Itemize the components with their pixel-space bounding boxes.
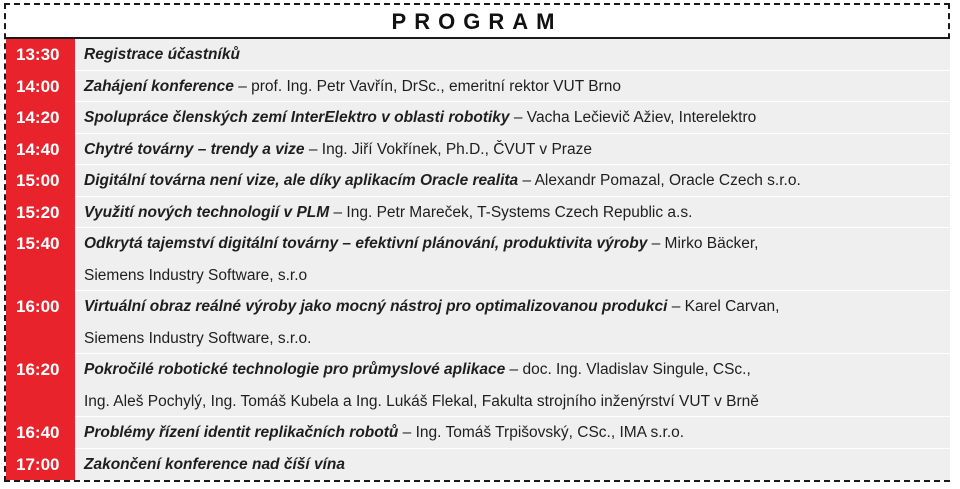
item-title: Digitální továrna není vize, ale díky aplikacím Oracle realita: [84, 172, 519, 189]
item-content: [75, 354, 950, 417]
item-content: [75, 228, 950, 291]
item-content: [75, 197, 950, 229]
program-row: [6, 165, 950, 197]
program-list: [6, 39, 950, 480]
time-cell: 15:00: [6, 165, 75, 197]
item-speaker: – Vacha Lečievič Ažiev, Interelektro: [509, 109, 757, 126]
item-content: [75, 165, 950, 197]
time-cell: 16:40: [6, 417, 75, 449]
item-title: Využití nových technologií v PLM: [84, 203, 330, 221]
time-cell: 13:30: [6, 39, 75, 71]
time-cell: 15:40: [6, 228, 75, 291]
item-content: [75, 102, 950, 134]
item-speaker: – Alexandr Pomazal, Oracle Czech s.r.o.: [518, 172, 801, 189]
item-title: Virtuální obraz reálné výroby jako mocný nástroj pro optimalizovanou produkci: [84, 298, 668, 315]
time-cell: 16:20: [6, 354, 75, 417]
program-row: [6, 449, 950, 481]
program-row: [6, 291, 950, 354]
time-cell: 14:40: [6, 134, 75, 166]
program-row: [6, 102, 950, 134]
item-title: Odkrytá tajemství digitální továrny – efektivní plánování, produktivita výroby: [84, 235, 648, 252]
item-title: Zahájení konference: [84, 77, 234, 95]
item-title: Spolupráce členských zemí InterElektro v oblasti robotiky: [84, 109, 510, 126]
item-speaker-cont: Ing. Aleš Pochylý, Ing. Tomáš Kubela a Ing. Lukáš Flekal, Fakulta strojního inženýrství VUT v Brně: [84, 392, 759, 410]
program-row: [6, 197, 950, 229]
item-speaker: – Mirko Bäcker,: [647, 235, 759, 252]
item-speaker: – prof. Ing. Petr Vavřín, DrSc., emeritní rektor VUT Brno: [233, 77, 621, 95]
item-speaker-cont: Siemens Industry Software, s.r.o.: [84, 329, 312, 347]
item-speaker: – Ing. Petr Mareček, T-Systems Czech Republic a.s.: [329, 203, 693, 221]
item-content: [75, 449, 950, 481]
item-content: [75, 291, 950, 354]
program-row: [6, 134, 950, 166]
item-speaker: – doc. Ing. Vladislav Singule, CSc.,: [505, 361, 751, 378]
time-cell: 14:00: [6, 71, 75, 103]
item-title: Registrace účastníků: [84, 46, 240, 63]
item-title: Problémy řízení identit replikačních robotů: [84, 424, 399, 441]
item-content: [75, 39, 950, 71]
time-cell: 17:00: [6, 449, 75, 481]
program-row: [6, 39, 950, 71]
program-row: [6, 71, 950, 103]
program-row: [6, 228, 950, 291]
program-heading: PROGRAM: [391, 9, 563, 34]
time-cell: 14:20: [6, 102, 75, 134]
item-title: Chytré továrny – trendy a vize: [84, 140, 305, 158]
program-row: [6, 354, 950, 417]
time-cell: 16:00: [6, 291, 75, 354]
item-speaker-cont: Siemens Industry Software, s.r.o: [84, 266, 308, 284]
item-title: Zakončení konference nad číší vína: [84, 455, 346, 473]
item-content: [75, 71, 950, 103]
item-content: [75, 417, 950, 449]
item-content: [75, 134, 950, 166]
item-speaker: – Ing. Jiří Vokřínek, Ph.D., ČVUT v Praze: [304, 140, 592, 158]
time-cell: 15:20: [6, 197, 75, 229]
item-speaker: – Ing. Tomáš Trpišovský, CSc., IMA s.r.o.: [398, 424, 685, 441]
item-speaker: – Karel Carvan,: [667, 298, 780, 315]
program-row: [6, 417, 950, 449]
item-title: Pokročilé robotické technologie pro průmyslové aplikace: [84, 361, 506, 378]
